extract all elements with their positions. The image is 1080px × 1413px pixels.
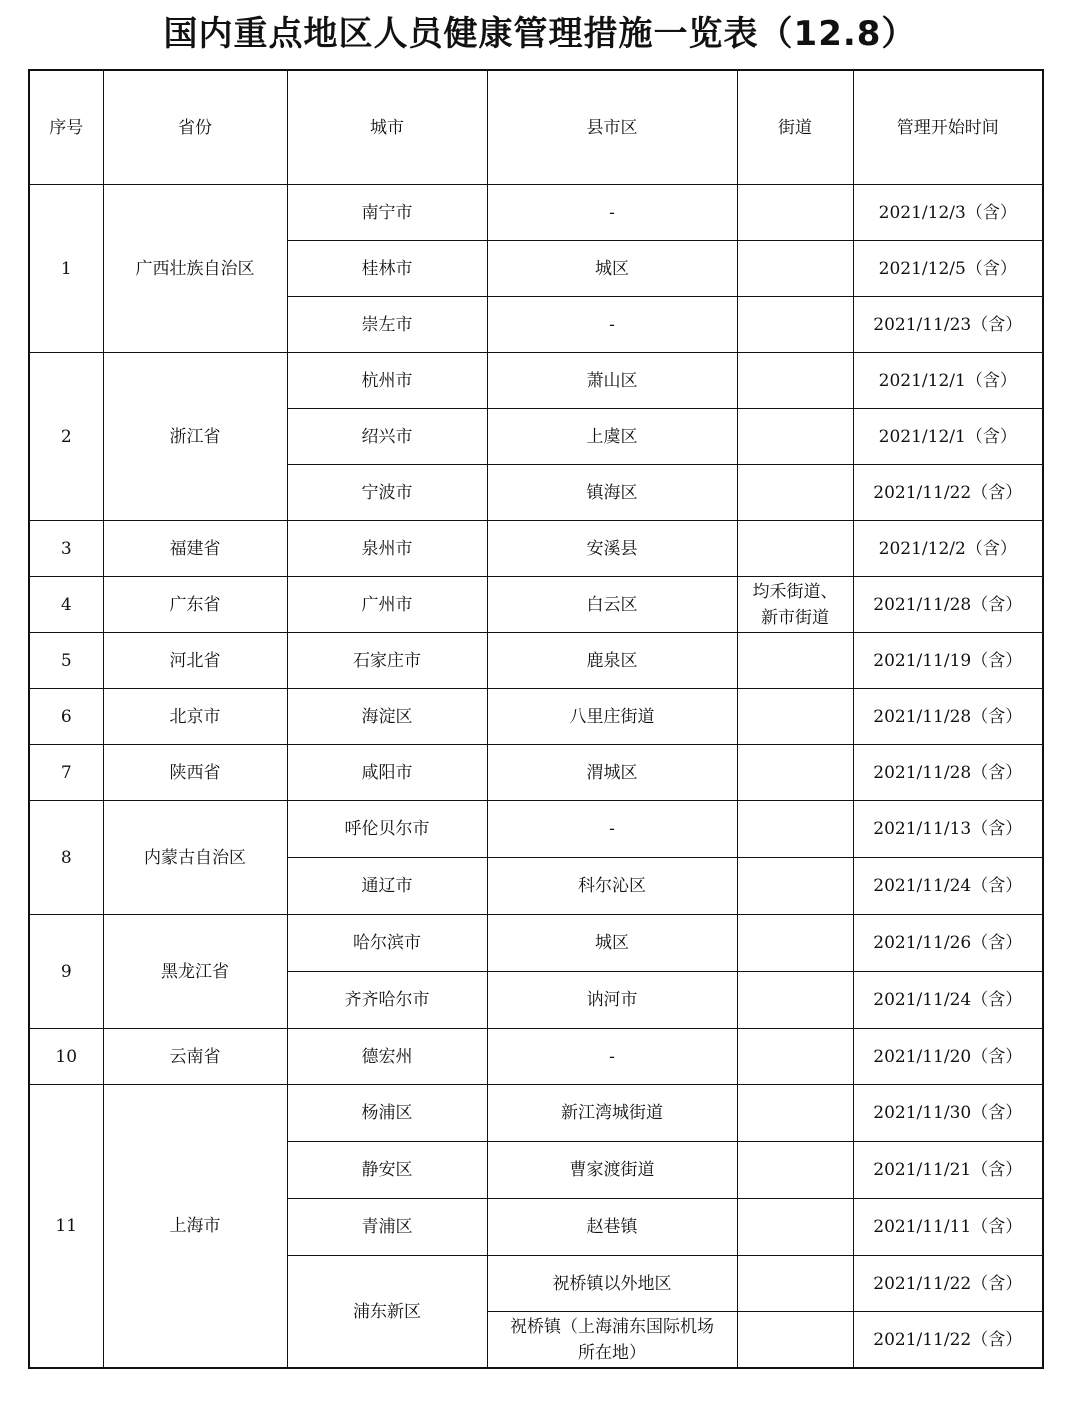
city-cell: 呼伦贝尔市 [287, 801, 487, 858]
row-number: 8 [29, 801, 103, 915]
table-row [29, 521, 1043, 577]
county-cell: - [487, 185, 737, 241]
table-row [29, 1085, 1043, 1142]
column-header-no: 序号 [29, 70, 103, 185]
street-cell [737, 1029, 853, 1085]
start-date-cell: 2021/11/24（含） [853, 858, 1043, 915]
table-row [29, 915, 1043, 972]
street-line: 均禾街道、 [752, 581, 838, 602]
street-cell [737, 1142, 853, 1199]
city-cell: 海淀区 [287, 689, 487, 745]
province-cell: 陕西省 [103, 745, 287, 801]
city-cell: 齐齐哈尔市 [287, 972, 487, 1029]
start-date-cell: 2021/11/11（含） [853, 1199, 1043, 1256]
county-cell: 城区 [487, 915, 737, 972]
county-cell: 上虞区 [487, 409, 737, 465]
street-cell [737, 353, 853, 409]
county-cell: 城区 [487, 241, 737, 297]
province-cell: 广东省 [103, 577, 287, 633]
city-cell: 通辽市 [287, 858, 487, 915]
row-number: 3 [29, 521, 103, 577]
county-cell [487, 1312, 737, 1369]
row-number: 10 [29, 1029, 103, 1085]
start-date-cell: 2021/11/28（含） [853, 745, 1043, 801]
county-cell: 白云区 [487, 577, 737, 633]
column-header-start-date: 管理开始时间 [853, 70, 1043, 185]
province-cell: 河北省 [103, 633, 287, 689]
start-date-cell: 2021/12/3（含） [853, 185, 1043, 241]
header-row [29, 70, 1043, 185]
street-cell [737, 858, 853, 915]
start-date-cell: 2021/11/22（含） [853, 465, 1043, 521]
county-cell: 八里庄街道 [487, 689, 737, 745]
city-cell: 哈尔滨市 [287, 915, 487, 972]
street-cell [737, 1256, 853, 1312]
table-row [29, 689, 1043, 745]
street-cell [737, 1312, 853, 1369]
column-header-street: 街道 [737, 70, 853, 185]
row-number: 2 [29, 353, 103, 521]
street-cell [737, 1199, 853, 1256]
city-cell: 德宏州 [287, 1029, 487, 1085]
street-line: 新市街道 [761, 607, 829, 628]
county-cell: - [487, 1029, 737, 1085]
start-date-cell: 2021/11/22（含） [853, 1256, 1043, 1312]
county-cell: 镇海区 [487, 465, 737, 521]
county-cell: 安溪县 [487, 521, 737, 577]
province-cell: 云南省 [103, 1029, 287, 1085]
table-row [29, 353, 1043, 409]
county-cell: 讷河市 [487, 972, 737, 1029]
street-cell [737, 915, 853, 972]
province-cell: 上海市 [103, 1085, 287, 1369]
city-cell: 宁波市 [287, 465, 487, 521]
city-cell: 崇左市 [287, 297, 487, 353]
county-cell: 祝桥镇以外地区 [487, 1256, 737, 1312]
street-cell [737, 745, 853, 801]
table-row [29, 1029, 1043, 1085]
province-cell: 福建省 [103, 521, 287, 577]
county-cell: 新江湾城街道 [487, 1085, 737, 1142]
column-header-province: 省份 [103, 70, 287, 185]
county-cell: 科尔沁区 [487, 858, 737, 915]
start-date-cell: 2021/11/19（含） [853, 633, 1043, 689]
row-number: 11 [29, 1085, 103, 1369]
table-row [29, 633, 1043, 689]
street-cell [737, 1085, 853, 1142]
street-cell [737, 633, 853, 689]
row-number: 9 [29, 915, 103, 1029]
street-cell [737, 185, 853, 241]
street-cell [737, 297, 853, 353]
column-header-city: 城市 [287, 70, 487, 185]
health-management-table [28, 69, 1044, 1369]
county-cell: 赵巷镇 [487, 1199, 737, 1256]
county-cell: 萧山区 [487, 353, 737, 409]
county-cell: 曹家渡街道 [487, 1142, 737, 1199]
start-date-cell: 2021/11/26（含） [853, 915, 1043, 972]
county-cell: - [487, 801, 737, 858]
start-date-cell: 2021/11/21（含） [853, 1142, 1043, 1199]
row-number: 6 [29, 689, 103, 745]
table-row [29, 185, 1043, 241]
row-number: 5 [29, 633, 103, 689]
city-cell: 静安区 [287, 1142, 487, 1199]
street-cell [737, 577, 853, 633]
start-date-cell: 2021/11/24（含） [853, 972, 1043, 1029]
city-cell: 广州市 [287, 577, 487, 633]
province-cell: 广西壮族自治区 [103, 185, 287, 353]
city-cell: 桂林市 [287, 241, 487, 297]
start-date-cell: 2021/11/13（含） [853, 801, 1043, 858]
street-cell [737, 241, 853, 297]
street-cell [737, 801, 853, 858]
start-date-cell: 2021/12/1（含） [853, 353, 1043, 409]
start-date-cell: 2021/11/28（含） [853, 577, 1043, 633]
start-date-cell: 2021/11/20（含） [853, 1029, 1043, 1085]
start-date-cell: 2021/11/23（含） [853, 297, 1043, 353]
document-title: 国内重点地区人员健康管理措施一览表（12.8） [163, 14, 917, 54]
city-cell: 石家庄市 [287, 633, 487, 689]
city-cell: 浦东新区 [287, 1256, 487, 1369]
county-cell: 鹿泉区 [487, 633, 737, 689]
street-cell [737, 689, 853, 745]
city-cell: 杭州市 [287, 353, 487, 409]
street-cell [737, 409, 853, 465]
county-cell: - [487, 297, 737, 353]
street-cell [737, 521, 853, 577]
table-row [29, 577, 1043, 633]
start-date-cell: 2021/11/22（含） [853, 1312, 1043, 1369]
start-date-cell: 2021/12/5（含） [853, 241, 1043, 297]
province-cell: 黑龙江省 [103, 915, 287, 1029]
street-cell [737, 972, 853, 1029]
table-row [29, 745, 1043, 801]
city-cell: 绍兴市 [287, 409, 487, 465]
province-cell: 内蒙古自治区 [103, 801, 287, 915]
start-date-cell: 2021/12/1（含） [853, 409, 1043, 465]
city-cell: 青浦区 [287, 1199, 487, 1256]
column-header-county: 县市区 [487, 70, 737, 185]
county-line: 祝桥镇（上海浦东国际机场 [510, 1316, 714, 1337]
county-line: 所在地） [578, 1342, 646, 1363]
city-cell: 杨浦区 [287, 1085, 487, 1142]
street-cell [737, 465, 853, 521]
row-number: 4 [29, 577, 103, 633]
city-cell: 南宁市 [287, 185, 487, 241]
start-date-cell: 2021/11/30（含） [853, 1085, 1043, 1142]
start-date-cell: 2021/12/2（含） [853, 521, 1043, 577]
row-number: 1 [29, 185, 103, 353]
table-row [29, 801, 1043, 858]
city-cell: 泉州市 [287, 521, 487, 577]
city-cell: 咸阳市 [287, 745, 487, 801]
province-cell: 浙江省 [103, 353, 287, 521]
province-cell: 北京市 [103, 689, 287, 745]
county-cell: 渭城区 [487, 745, 737, 801]
row-number: 7 [29, 745, 103, 801]
start-date-cell: 2021/11/28（含） [853, 689, 1043, 745]
